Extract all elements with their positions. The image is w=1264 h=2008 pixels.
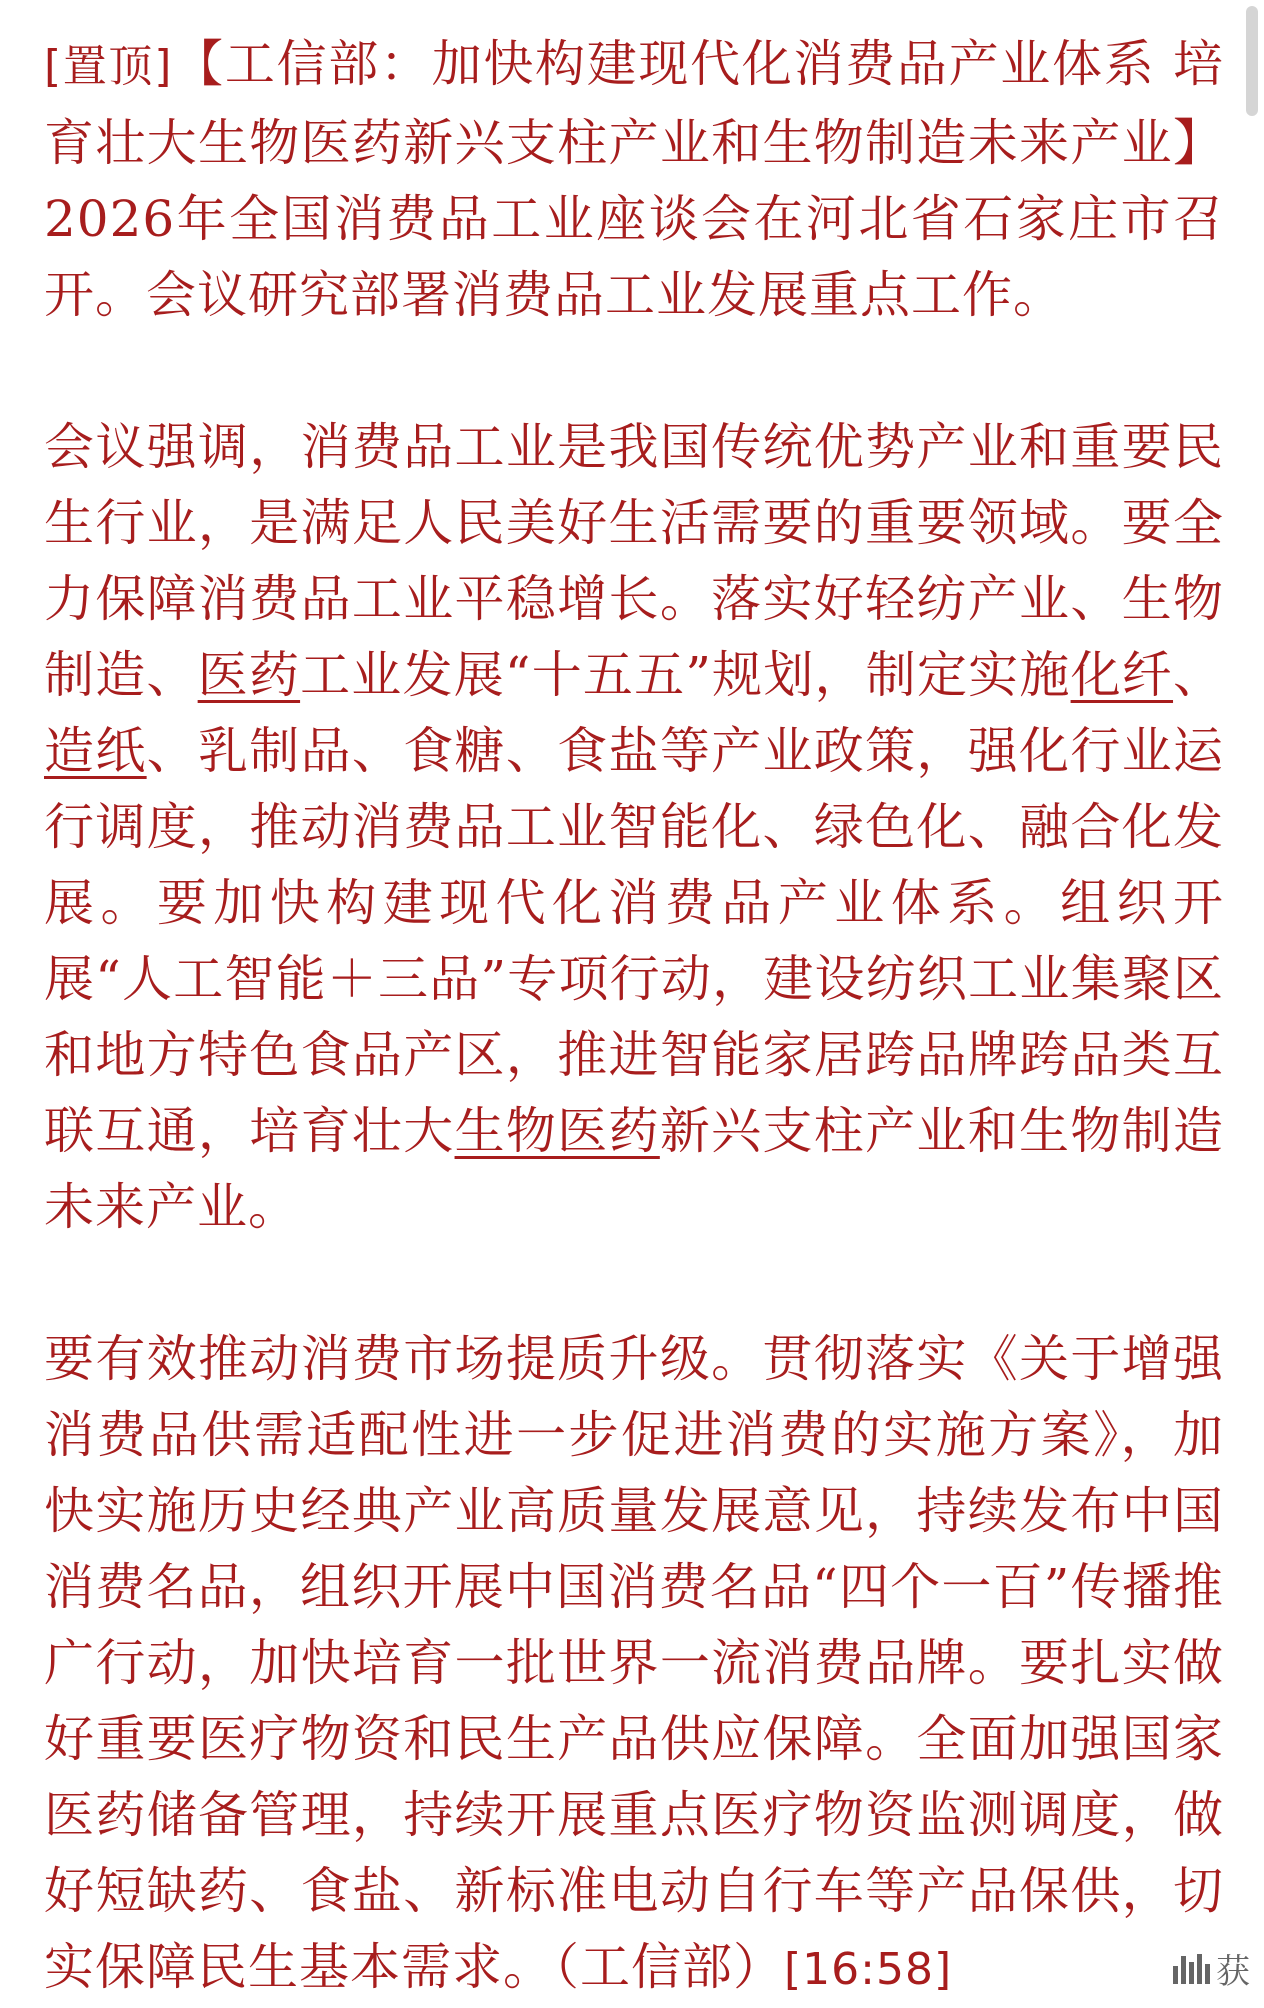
keyword-link-yiyao[interactable]: 医药 xyxy=(197,646,301,704)
scrollbar-thumb[interactable] xyxy=(1246,6,1258,116)
keyword-link-shengwu-yiyao[interactable]: 生物医药 xyxy=(454,1102,660,1160)
paragraph-1-body: 2026年全国消费品工业座谈会在河北省石家庄市召开。会议研究部署消费品工业发展重点工作。 xyxy=(44,190,1224,324)
keyword-link-huaxian[interactable]: 化纤 xyxy=(1070,646,1174,704)
paragraph-2-text-4: 新兴支柱产业和生物制造未来产业。 xyxy=(44,1102,1225,1236)
paragraph-2-separator: 、 xyxy=(1173,646,1225,704)
keyword-link-zaozhi[interactable]: 造纸 xyxy=(44,722,147,780)
paragraph-2-text-1: 会议强调，消费品工业是我国传统优势产业和重要民生行业，是满足人民美好生活需要的重要领域。要全力保障消费品工业平稳增长。落实好轻纺产业、生物制造、 xyxy=(44,418,1224,704)
paragraph-1 xyxy=(44,26,1224,333)
pin-tag: [置顶] xyxy=(44,41,173,92)
news-article xyxy=(44,26,1224,2008)
watermark-text: 获 xyxy=(1216,1952,1250,1992)
paragraph-2-text-3: 、乳制品、食糖、食盐等产业政策，强化行业运行调度，推动消费品工业智能化、绿色化、融合化发展。要加快构建现代化消费品产业体系。组织开展“人工智能＋三品”专项行动，建设纺织工业集聚区和地方特色食品产区，推进智能家居跨品牌跨品类互联互通，培育壮大 xyxy=(44,722,1225,1160)
paragraph-3-body: 要有效推动消费市场提质升级。贯彻落实《关于增强消费品供需适配性进一步促进消费的实施方案》，加快实施历史经典产业高质量发展意见，持续发布中国消费名品，组织开展中国消费名品“四个一百”传播推广行动，加快培育一批世界一流消费品牌。要扎实做好重要医疗物资和民生产品供应保障。全面加强国家医药储备管理，持续开展重点医疗物资监测调度，做好短缺药、食盐、新标准电动自行车等产品保供，切实保障民生基本需求。（工信部） xyxy=(44,1330,1224,1996)
watermark xyxy=(1173,1944,1250,1993)
paragraph-2 xyxy=(44,409,1224,1245)
headline: 【工信部：加快构建现代化消费品产业体系 培育壮大生物医药新兴支柱产业和生物制造未来产业】 xyxy=(44,35,1224,172)
post-time: [16:58] xyxy=(784,1944,953,1995)
paragraph-2-text-2: 工业发展“十五五”规划，制定实施 xyxy=(300,646,1071,704)
paragraph-3 xyxy=(44,1321,1224,2008)
watermark-logo-icon xyxy=(1173,1954,1210,1984)
